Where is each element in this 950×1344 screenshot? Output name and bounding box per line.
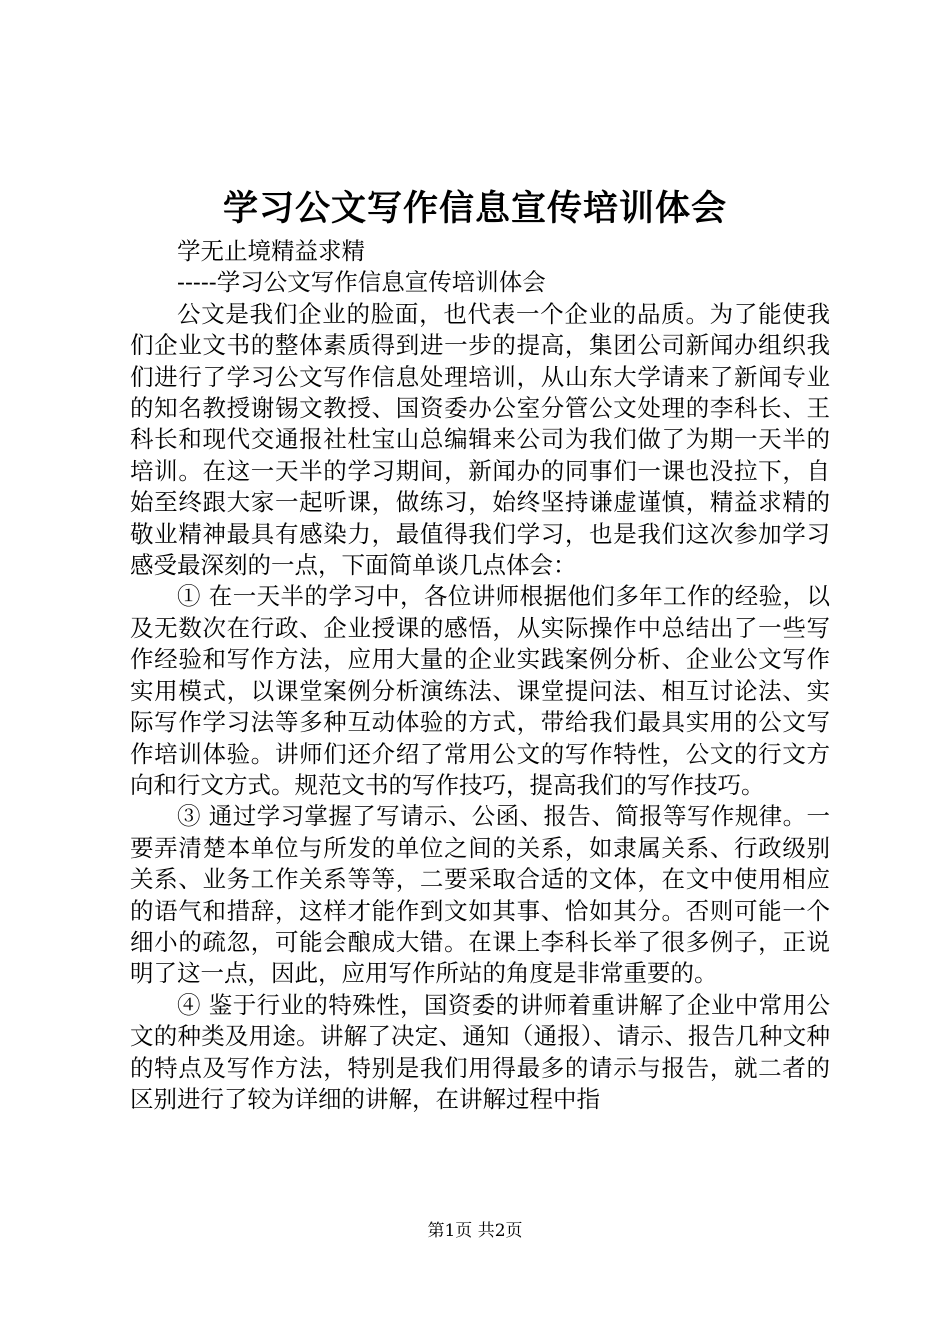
subtitle-line: 学无止境精益求精 xyxy=(177,237,365,265)
body-paragraph: ① 在一天半的学习中，各位讲师根据他们多年工作的经验，以及无数次在行政、企业授课的感悟，从实际操作中总结出了一些写作经验和写作方法，应用大量的企业实践案例分析、企业公文写作实用模式，以课堂案例分析演练法、课堂提问法、相互讨论法、实际写作学习法等多种互动体验的方式，带给我们最具实用的公文写作培训体验。讲师们还介绍了常用公文的写作特性，公文的行文方向和行文方式。规范文书的写作技巧，提高我们的写作技巧。 xyxy=(130,582,830,799)
page-footer: 第1页 共2页 xyxy=(427,1221,523,1241)
document-title: 学习公文写作信息宣传培训体会 xyxy=(222,188,727,229)
body-paragraph: 公文是我们企业的脸面，也代表一个企业的品质。为了能使我们企业文书的整体素质得到进一步的提高，集团公司新闻办组织我们进行了学习公文写作信息处理培训，从山东大学请来了新闻专业的知名教授谢锡文教授、国资委办公室分管公文处理的李科长、王科长和现代交通报社杜宝山总编辑来公司为我们做了为期一天半的培训。在这一天半的学习期间，新闻办的同事们一课也没拉下，自始至终跟大家一起听课，做练习，始终坚持谦虚谨慎，精益求精的敬业精神最具有感染力，最值得我们学习，也是我们这次参加学习感受最深刻的一点，下面简单谈几点体会： xyxy=(130,299,830,580)
document-body xyxy=(130,236,830,1115)
subtitle-line: -----学习公文写作信息宣传培训体会 xyxy=(177,268,546,297)
body-paragraph: ④ 鉴于行业的特殊性，国资委的讲师着重讲解了企业中常用公文的种类及用途。讲解了决定、通知（通报）、请示、报告几种文种的特点及写作方法，特别是我们用得最多的请示与报告，就二者的区别进行了较为详细的讲解，在讲解过程中指 xyxy=(130,990,830,1113)
body-paragraph: ③ 通过学习掌握了写请示、公函、报告、简报等写作规律。一要弄清楚本单位与所发的单位之间的关系，如隶属关系、行政级别关系、业务工作关系等等，二要采取合适的文体，在文中使用相应的语气和措辞，这样才能作到文如其事、恰如其分。否则可能一个细小的疏忽，可能会酿成大错。在课上李科长举了很多例子，正说明了这一点，因此，应用写作所站的角度是非常重要的。 xyxy=(130,802,830,988)
